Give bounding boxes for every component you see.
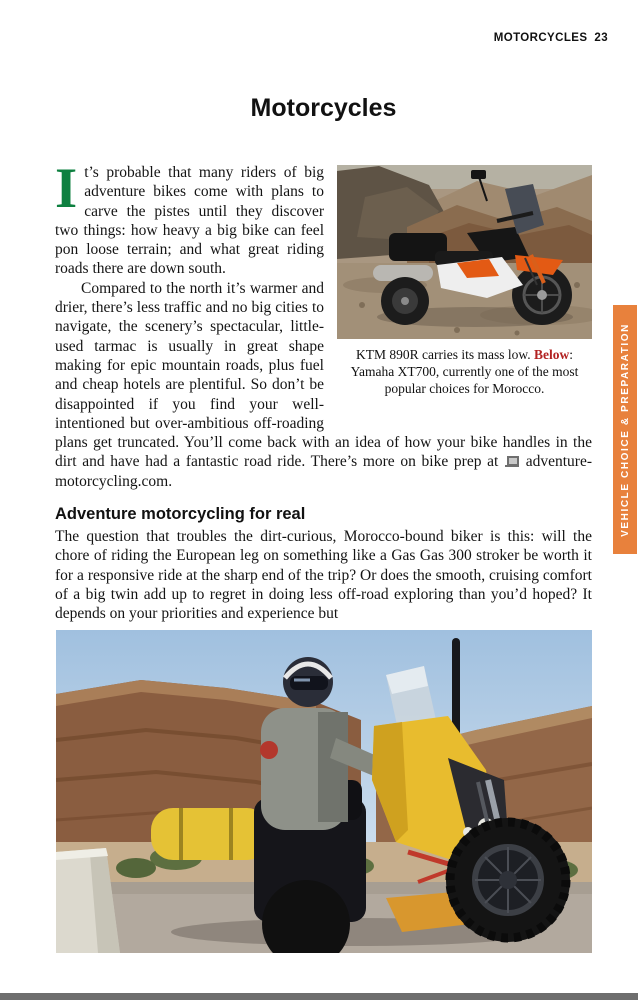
section-paragraph: The question that troubles the dirt-curious, Morocco-bound biker is this: will the chore of riding the European leg on something like a Gas Gas 300 stroker be worth it for a responsive ride at the sharp end of the trip? Or does the smooth, cruising comfort of a big twin add up to regret in doing less off-road exploring than you’d hoped? It depends on your priorities and experience but (55, 528, 592, 623)
ktm-caption (337, 346, 592, 397)
ktm-figure (337, 165, 592, 397)
caption-text: KTM 890R carries its mass low. (356, 347, 534, 362)
page-number: 23 (594, 32, 608, 44)
computer-icon (505, 456, 519, 467)
sentence-period: . (168, 472, 173, 490)
caption-below-label: Below (533, 347, 570, 362)
drop-cap: I (55, 157, 78, 220)
chapter-tab-vehicle-choice (613, 305, 637, 554)
article-body (55, 157, 592, 624)
caption-text-after: : Yamaha XT700, currently one of the most popular choices for Morocco. (350, 347, 579, 396)
page-bottom-edge (0, 993, 638, 1000)
yamaha-photo-graphic (56, 630, 592, 953)
section-heading: Adventure motorcycling for real (55, 505, 306, 524)
ktm-photo-graphic (337, 165, 592, 339)
yamaha-xt700-photo (56, 630, 592, 953)
second-paragraph-text: Compared to the north it’s warmer and drier, there’s less traffic and no big cities to navigate, the scenery’s spectacular, little-used tarmac is usually in great shape making for epic mountain roads, plus fuel and cheap hotels are plentiful. So don’t be disappointed if you find your well-intentioned but over-ambitious off-roading plans get truncated. You’ll come back with an idea of how your bike handles in the dirt and have had a fantastic road ride. There’s more on bike prep at (55, 279, 592, 471)
chapter-tab-label: VEHICLE CHOICE & PREPARATION (619, 322, 631, 537)
website-text: adventure-motorcycling.com (55, 453, 592, 490)
running-header (494, 32, 608, 44)
intro-paragraph-text: t’s probable that many riders of big adventure bikes come with plans to carve the pistes until they discover two things: how heavy a big bike can feel pon loose terrain; and what great riding roads there are down south. (55, 164, 324, 278)
ktm-890r-photo (337, 165, 592, 339)
running-header-label: MOTORCYCLES (493, 32, 588, 44)
page-title: Motorcycles (250, 94, 397, 122)
